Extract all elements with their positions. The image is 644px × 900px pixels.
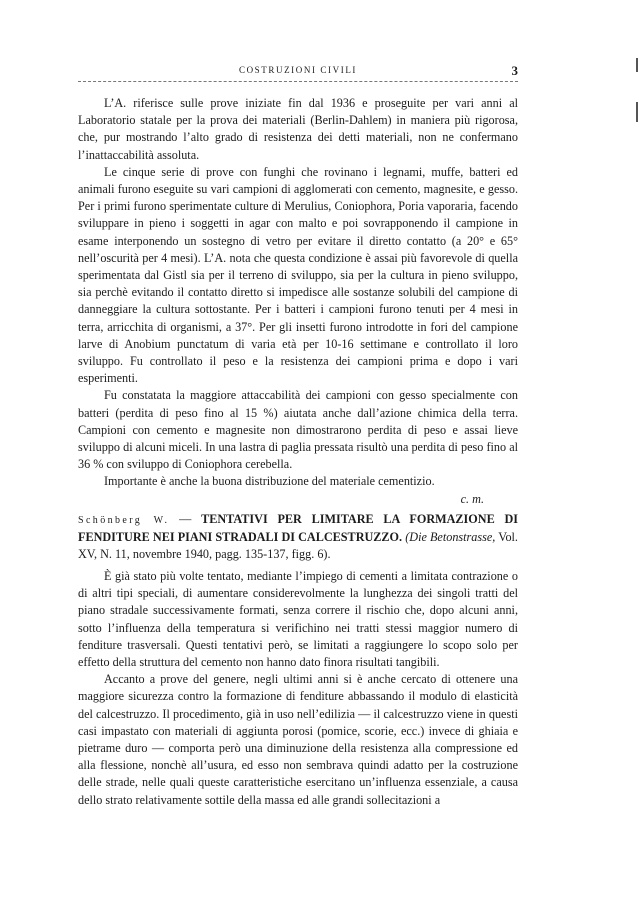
review-2-heading bbox=[78, 511, 518, 563]
paragraph: Importante è anche la buona distribuzione del materiale cementizio. bbox=[104, 474, 435, 489]
paragraph: Fu constatata la maggiore attaccabilità dei campioni con gesso specialmente con batteri (perdita di peso fino al 15 %) aiutata anche dall’azione chimica della terra. Campioni con cemento e magnesite non dimostrarono perdita di peso e assai lieve sviluppo di alcuni miceli. In una lastra di paglia pressata risultò una perdita di peso fino al 36 % con sviluppo di Coniophora cerebella. bbox=[78, 388, 518, 472]
author-name: Schönberg W. bbox=[78, 515, 170, 526]
paragraph: L’A. riferisce sulle prove iniziate fin dal 1936 e proseguite per vari anni al Laboratorio statale per la prova dei materiali (Berlin-Dahlem) in maniera più rigorosa, che, pur mostrando l’alto grado di resistenza dei detti materiali, non ne confermano l’inattaccabilità assoluta. bbox=[78, 96, 518, 162]
article-title: TENTATIVI PER LIMITARE LA FORMAZIONE DI FENDITURE NEI PIANI STRADALI DI CALCESTRUZZO. bbox=[78, 512, 519, 544]
paragraph: Accanto a prove del genere, negli ultimi anni si è anche cercato di ottenere una maggiore sicurezza contro la formazione di fenditure abbassando il modulo di elasticità del calcestruzzo. Il procedimento, già in uso nell’edilizia — il calcestruzzo viene in questi casi impastato con materiali di aggiunta porosi (pomice, scorie, ecc.) invece di ghiaia e pietrame duro — comporta però una diminuzione della resistenza alla compressione ed alla flessione, nonchè all’usura, ed esso non sembrava quindi adatto per la costruzione delle strade, nelle quali queste caratteristiche esercitano un’influenza essenziale, a causa dello strato relativamente sottile della massa ed alle grandi sollecitazioni a bbox=[78, 672, 518, 807]
paragraph: È già stato più volte tentato, mediante l’impiego di cementi a limitata contrazione o di altri tipi speciali, di aumentare considerevolmente la lunghezza dei singoli tratti del piano stradale successivamente formati, senza correre il rischio che, dopo alcuni anni, sotto l’influenza della temperatura si verifichino nei tratti stessi maggior numero di fenditure trasversali. Questi tentativi però, se limitati a raggiungere lo scopo solo per effetto della struttura del cemento non hanno dato finora risultati tangibili. bbox=[78, 569, 518, 670]
header-rule bbox=[78, 81, 518, 82]
scan-edge-mark bbox=[636, 58, 638, 72]
paragraph: Le cinque serie di prove con funghi che rovinano i legnami, muffe, batteri ed animali furono eseguite su vari campioni di agglomerati con cemento, magnesite, e gesso. Per i primi furono sperimentate culture di Merulius, Coniophora, Poria vaporaria, facendo sviluppare in pieno i soggetti in agar con malto e poi sovrapponendo il campione in esame interponendo un sostegno di vetro per evitare il diretto contatto (a 20° e 65° nell’oscurità per 4 mesi). L’A. nota che questa condizione è assai più favorevole di quella sperimentata dal Gistl sia per il terreno di sviluppo, sia per la cultura in pieno sviluppo, sia perchè evitando il contatto diretto si impedisce alle sostanze solubili del campione di danneggiare la cultura sottostante. Per i batteri i campioni furono tenuti per 4 mesi in terra, arricchita di organismi, a 37°. Per gli insetti furono introdotte in fori del campione larve di Anobium punctatum di varia età per 10-16 settimane e controllato il loro sviluppo. Fu controllato il peso e la resistenza dei campioni prima e dopo i vari esperimenti. bbox=[78, 164, 518, 386]
running-title: COSTRUZIONI CIVILI bbox=[238, 65, 358, 75]
source-journal: (Die Betonstrasse, bbox=[405, 530, 496, 544]
source-details: Vol. XV, N. 11, novembre 1940, pagg. 135-137, figg. 6). bbox=[78, 530, 518, 561]
page-header bbox=[78, 63, 518, 81]
page-number: 3 bbox=[511, 63, 518, 78]
scan-edge-mark bbox=[636, 102, 638, 122]
review-2-body bbox=[78, 568, 518, 809]
review-1-body bbox=[78, 95, 518, 508]
heading-dash: — bbox=[169, 512, 202, 526]
reviewer-signature: c. m. bbox=[460, 491, 484, 506]
